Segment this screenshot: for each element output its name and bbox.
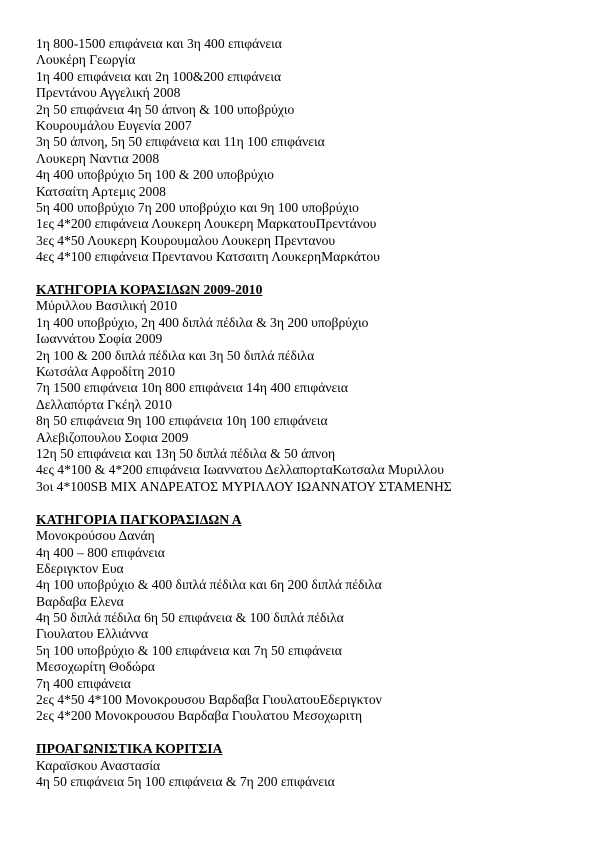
text-line: 7η 400 επιφάνεια — [36, 675, 131, 691]
section-heading: ΚΑΤΗΓΟΡΙΑ ΠΑΓΚΟΡΑΣΙΔΩΝ Α — [36, 511, 242, 527]
document-section — [36, 512, 576, 725]
text-line: Δελλαπόρτα Γκέηλ 2010 — [36, 396, 172, 412]
text-line: Μεσοχωρίτη Θοδώρα — [36, 659, 155, 675]
text-line: 1ες 4*200 επιφάνεια Λουκερη Λουκερη ΜαρκατουΠρεντάνου — [36, 216, 377, 232]
text-line: 3η 50 άπνοη, 5η 50 επιφάνεια και 11η 100 επιφάνεια — [36, 134, 325, 150]
text-line: 7η 1500 επιφάνεια 10η 800 επιφάνεια 14η 400 επιφάνεια — [36, 380, 348, 396]
text-line: Λουκερη Ναντια 2008 — [36, 150, 160, 166]
text-line: Μύριλλου Βασιλική 2010 — [36, 298, 178, 314]
text-line: 3οι 4*100SB ΜΙΧ ΑΝΔΡΕΑΤΟΣ ΜΥΡΙΛΛΟΥ ΙΩΑΝΝΑΤΟΥ ΣΤΑΜΕΝΗΣ — [36, 478, 452, 494]
text-line: Μονοκρούσου Δανάη — [36, 528, 155, 544]
text-line: Κατσαίτη Αρτεμις 2008 — [36, 183, 166, 199]
text-line: Πρεντάνου Αγγελική 2008 — [36, 85, 181, 101]
document-section — [36, 282, 576, 495]
text-line: Εδεριγκτον Ευα — [36, 560, 124, 576]
text-line: Βαρδαβα Ελενα — [36, 593, 124, 609]
text-line: 4η 400 – 800 επιφάνεια — [36, 544, 165, 560]
text-line: 4ες 4*100 επιφάνεια Πρεντανου Κατσαιτη ΛουκερηΜαρκάτου — [36, 249, 380, 265]
text-line: 4η 400 υποβρύχιο 5η 100 & 200 υποβρύχιο — [36, 167, 274, 183]
text-line: Κουρουμάλου Ευγενία 2007 — [36, 117, 192, 133]
text-line: 1η 400 υποβρύχιο, 2η 400 διπλά πέδιλα & 3η 200 υποβρύχιο — [36, 314, 369, 330]
text-line: 1η 800-1500 επιφάνεια και 3η 400 επιφάνεια — [36, 36, 282, 51]
text-line: 4η 100 υποβρύχιο & 400 διπλά πέδιλα και 6η 200 διπλά πέδιλα — [36, 577, 382, 593]
text-line: 3ες 4*50 Λουκερη Κουρουμαλου Λουκερη Πρεντανου — [36, 232, 336, 248]
text-line: 2ες 4*200 Μονοκρουσου Βαρδαβα Γιουλατου Μεσοχωριτη — [36, 708, 363, 724]
text-line: 2ες 4*50 4*100 Μονοκρουσου Βαρδαβα ΓιουλατουΕδεριγκτον — [36, 692, 382, 708]
document-section — [36, 36, 576, 265]
text-line: 4η 50 επιφάνεια 5η 100 επιφάνεια & 7η 200 επιφάνεια — [36, 774, 335, 790]
text-line: 4ες 4*100 & 4*200 επιφάνεια Ιωαννατου ΔελλαπορταΚωτσαλα Μυριλλου — [36, 462, 444, 478]
text-line: Ιωαννάτου Σοφία 2009 — [36, 331, 163, 347]
text-line: 2η 100 & 200 διπλά πέδιλα και 3η 50 διπλά πέδιλα — [36, 347, 315, 363]
text-line: 4η 50 διπλά πέδιλα 6η 50 επιφάνεια & 100 διπλά πέδιλα — [36, 610, 344, 626]
text-line: Γιουλατου Ελλιάννα — [36, 626, 149, 642]
document-page — [36, 36, 576, 791]
text-line: 5η 100 υποβρύχιο & 100 επιφάνεια και 7η 50 επιφάνεια — [36, 642, 342, 658]
section-heading: ΠΡΟΑΓΩΝΙΣΤΙΚΑ ΚΟΡΙΤΣΙΑ — [36, 741, 223, 757]
document-section — [36, 741, 576, 790]
text-line: 5η 400 υποβρύχιο 7η 200 υποβρύχιο και 9η 100 υποβρύχιο — [36, 199, 359, 215]
text-line: 8η 50 επιφάνεια 9η 100 επιφάνεια 10η 100 επιφάνεια — [36, 413, 328, 429]
text-line: Λουκέρη Γεωργία — [36, 52, 136, 68]
text-line: 1η 400 επιφάνεια και 2η 100&200 επιφάνεια — [36, 68, 282, 84]
text-line: Καραϊσκου Αναστασία — [36, 757, 161, 773]
text-line: Κωτσάλα Αφροδίτη 2010 — [36, 364, 175, 380]
text-line: 12η 50 επιφάνεια και 13η 50 διπλά πέδιλα & 50 άπνοη — [36, 445, 336, 461]
text-line: Αλεβιζοπουλου Σοφια 2009 — [36, 429, 189, 445]
section-heading: ΚΑΤΗΓΟΡΙΑ ΚΟΡΑΣΙΔΩΝ 2009-2010 — [36, 282, 263, 298]
text-line: 2η 50 επιφάνεια 4η 50 άπνοη & 100 υποβρύχιο — [36, 101, 295, 117]
